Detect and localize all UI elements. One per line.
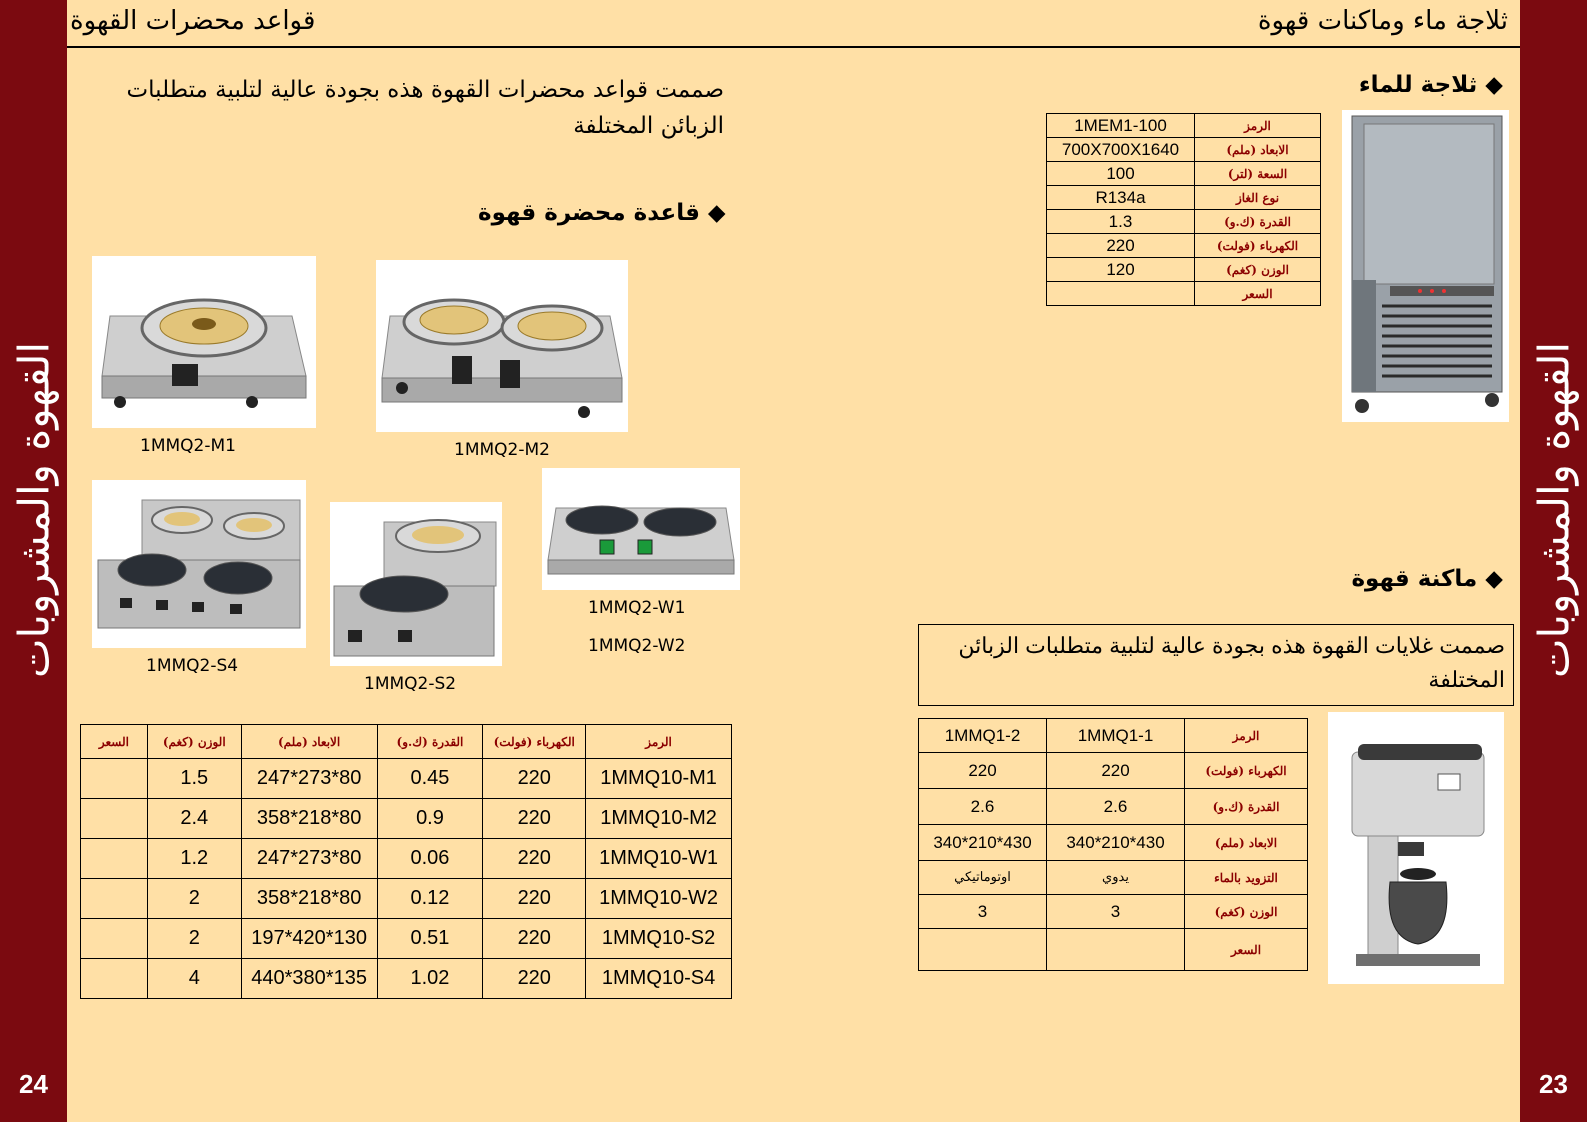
machine-label: الرمز xyxy=(1185,719,1308,753)
cell-price xyxy=(81,919,148,959)
right-header-title: ثلاجة ماء وماكنات قهوة xyxy=(1257,6,1508,36)
header-code: الرمز xyxy=(586,725,732,759)
machine-value-2 xyxy=(919,929,1047,971)
table-row xyxy=(1047,186,1321,210)
table-row xyxy=(919,929,1308,971)
cell-voltage: 220 xyxy=(483,879,586,919)
product-image-w xyxy=(542,468,740,590)
coffee-machine-spec-table xyxy=(918,718,1308,971)
left-intro-text: صممت قواعد محضرات القهوة هذه بجودة عالية لتلبية متطلبات الزبائن المختلفة xyxy=(126,77,724,139)
table-row xyxy=(1047,114,1321,138)
cell-price xyxy=(81,879,148,919)
fridge-value: R134a xyxy=(1047,186,1195,210)
header-divider xyxy=(67,46,1520,48)
header-power: القدرة (ك.و) xyxy=(377,725,483,759)
cell-dimensions: 247*273*80 xyxy=(241,839,377,879)
fridge-value: 100 xyxy=(1047,162,1195,186)
table-row xyxy=(1047,234,1321,258)
cell-code: 1MMQ10-M2 xyxy=(586,799,732,839)
fridge-label: الوزن (كغم) xyxy=(1195,258,1321,282)
machine-value-2: اوتوماتيكي xyxy=(919,861,1047,895)
fridge-value: 1MEM1-100 xyxy=(1047,114,1195,138)
cell-voltage: 220 xyxy=(483,959,586,999)
table-row xyxy=(81,759,732,799)
cell-power: 0.45 xyxy=(377,759,483,799)
cell-power: 0.9 xyxy=(377,799,483,839)
fridge-label: السعر xyxy=(1195,282,1321,306)
machine-value-1: 340*210*430 xyxy=(1047,825,1185,861)
machine-value-2: 340*210*430 xyxy=(919,825,1047,861)
table-row xyxy=(81,919,732,959)
machine-value-1 xyxy=(1047,929,1185,971)
machine-value-2: 220 xyxy=(919,753,1047,789)
cell-weight: 4 xyxy=(147,959,241,999)
machine-label: السعر xyxy=(1185,929,1308,971)
left-sidebar xyxy=(0,0,67,1122)
cell-code: 1MMQ10-S4 xyxy=(586,959,732,999)
caption-m2: 1MMQ2-M2 xyxy=(454,440,550,460)
fridge-value xyxy=(1047,282,1195,306)
cell-weight: 2 xyxy=(147,919,241,959)
cell-power: 0.12 xyxy=(377,879,483,919)
machine-value-2: 3 xyxy=(919,895,1047,929)
cell-weight: 2 xyxy=(147,879,241,919)
coffee-machine-description: صممت غلايات القهوة هذه بجودة عالية لتلبية متطلبات الزبائن المختلفة xyxy=(918,624,1514,706)
cell-weight: 2.4 xyxy=(147,799,241,839)
caption-s4: 1MMQ2-S4 xyxy=(146,656,239,676)
table-row xyxy=(81,879,732,919)
cell-price xyxy=(81,799,148,839)
coffee-base-section-title: ◆ قاعدة محضرة قهوة xyxy=(478,200,726,226)
cell-dimensions: 197*420*130 xyxy=(241,919,377,959)
fridge-label: الابعاد (ملم) xyxy=(1195,138,1321,162)
table-row xyxy=(919,789,1308,825)
table-header-row xyxy=(81,725,732,759)
header-price: السعر xyxy=(81,725,148,759)
machine-label: الكهرباء (فولت) xyxy=(1185,753,1308,789)
cell-voltage: 220 xyxy=(483,759,586,799)
cell-code: 1MMQ10-W1 xyxy=(586,839,732,879)
cell-dimensions: 440*380*135 xyxy=(241,959,377,999)
caption-w2: 1MMQ2-W2 xyxy=(588,636,686,656)
cell-weight: 1.5 xyxy=(147,759,241,799)
header-voltage: الكهرباء (فولت) xyxy=(483,725,586,759)
fridge-label: القدرة (ك.و) xyxy=(1195,210,1321,234)
table-row xyxy=(919,719,1308,753)
table-row xyxy=(919,895,1308,929)
cell-voltage: 220 xyxy=(483,919,586,959)
caption-m1: 1MMQ2-M1 xyxy=(140,436,236,456)
table-row xyxy=(1047,282,1321,306)
right-sidebar xyxy=(1520,0,1587,1122)
coffee-base-spec-table xyxy=(80,724,732,999)
cell-power: 0.06 xyxy=(377,839,483,879)
left-page-number: 24 xyxy=(19,1069,48,1099)
fridge-value: 700X700X1640 xyxy=(1047,138,1195,162)
left-vertical-title: القهوة والمشروبات xyxy=(9,341,58,679)
machine-value-1: 3 xyxy=(1047,895,1185,929)
cell-dimensions: 358*218*80 xyxy=(241,879,377,919)
machine-value-1: 220 xyxy=(1047,753,1185,789)
machine-value-1: 1MMQ1-1 xyxy=(1047,719,1185,753)
right-page-number: 23 xyxy=(1539,1069,1568,1099)
cell-voltage: 220 xyxy=(483,839,586,879)
table-row xyxy=(1047,210,1321,234)
right-vertical-title: القهوة والمشروبات xyxy=(1529,341,1578,679)
cell-code: 1MMQ10-W2 xyxy=(586,879,732,919)
cell-code: 1MMQ10-S2 xyxy=(586,919,732,959)
cell-dimensions: 358*218*80 xyxy=(241,799,377,839)
fridge-value: 1.3 xyxy=(1047,210,1195,234)
fridge-value: 220 xyxy=(1047,234,1195,258)
cell-price xyxy=(81,759,148,799)
cell-power: 1.02 xyxy=(377,959,483,999)
coffee-machine-image xyxy=(1328,712,1504,984)
header-dimensions: الابعاد (ملم) xyxy=(241,725,377,759)
machine-label: القدرة (ك.و) xyxy=(1185,789,1308,825)
fridge-label: السعة (لتر) xyxy=(1195,162,1321,186)
caption-s2: 1MMQ2-S2 xyxy=(364,674,457,694)
fridge-value: 120 xyxy=(1047,258,1195,282)
product-image-m2 xyxy=(376,260,628,432)
table-row xyxy=(81,959,732,999)
product-image-m1 xyxy=(92,256,316,428)
cell-dimensions: 247*273*80 xyxy=(241,759,377,799)
machine-label: التزويد بالماء xyxy=(1185,861,1308,895)
table-row xyxy=(919,825,1308,861)
cell-weight: 1.2 xyxy=(147,839,241,879)
product-image-s2 xyxy=(330,502,502,666)
machine-value-1: يدوي xyxy=(1047,861,1185,895)
cell-voltage: 220 xyxy=(483,799,586,839)
table-row xyxy=(81,799,732,839)
machine-value-1: 2.6 xyxy=(1047,789,1185,825)
fridge-image xyxy=(1342,110,1509,422)
table-row xyxy=(1047,138,1321,162)
machine-value-2: 1MMQ1-2 xyxy=(919,719,1047,753)
cell-price xyxy=(81,839,148,879)
product-image-s4 xyxy=(92,480,306,648)
table-row xyxy=(81,839,732,879)
fridge-section-title: ◆ ثلاجة للماء xyxy=(1358,72,1503,98)
left-header-title: قواعد محضرات القهوة xyxy=(70,6,316,36)
fridge-label: الكهرباء (فولت) xyxy=(1195,234,1321,258)
table-row xyxy=(1047,258,1321,282)
table-row xyxy=(1047,162,1321,186)
coffee-machine-section-title: ◆ ماكنة قهوة xyxy=(1351,566,1503,592)
machine-label: الوزن (كغم) xyxy=(1185,895,1308,929)
fridge-label: نوع الغاز xyxy=(1195,186,1321,210)
table-row xyxy=(919,753,1308,789)
cell-price xyxy=(81,959,148,999)
cell-power: 0.51 xyxy=(377,919,483,959)
machine-value-2: 2.6 xyxy=(919,789,1047,825)
header-weight: الوزن (كغم) xyxy=(147,725,241,759)
machine-label: الابعاد (ملم) xyxy=(1185,825,1308,861)
fridge-label: الرمز xyxy=(1195,114,1321,138)
caption-w1: 1MMQ2-W1 xyxy=(588,598,686,618)
cell-code: 1MMQ10-M1 xyxy=(586,759,732,799)
table-row xyxy=(919,861,1308,895)
fridge-spec-table xyxy=(1046,113,1321,306)
